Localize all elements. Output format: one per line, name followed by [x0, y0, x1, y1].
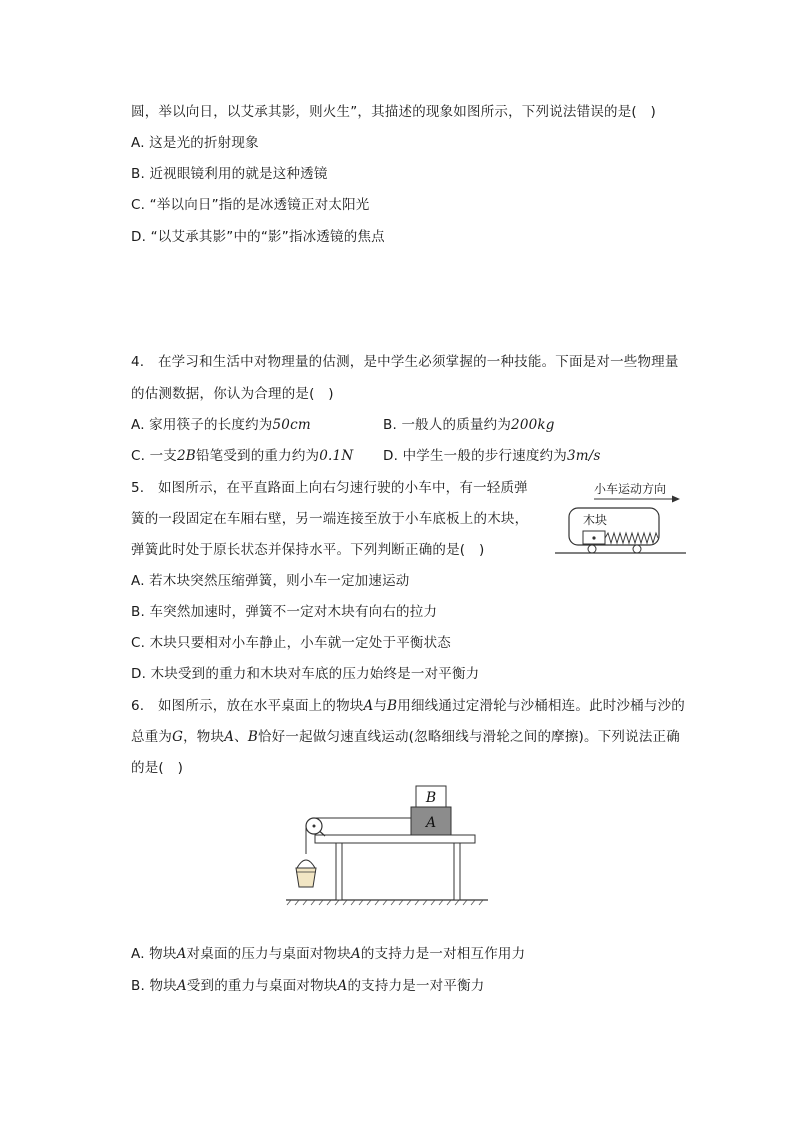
q3-option-d: D. “以艾承其影”中的“影”指冰透镜的焦点	[131, 229, 385, 245]
q5-option-d: D. 木块受到的重力和木块对车底的压力始终是一对平衡力	[131, 666, 480, 682]
bucket-handle	[297, 860, 315, 868]
q6-stem-line3: 的是( )	[131, 760, 184, 776]
table-leg-left	[336, 843, 342, 900]
q5-option-b: B. 车突然加速时，弹簧不一定对木块有向右的拉力	[131, 604, 438, 620]
q5-stem-line2: 簧的一段固定在车厢右壁，另一端连接至放于小车底板上的木块，	[131, 511, 529, 527]
q5-stem-line1: 5. 如图所示，在平直路面上向右匀速行驶的小车中，有一轻质弹	[131, 480, 528, 496]
q4-stem-line2: 的估测数据，你认为合理的是( )	[131, 386, 334, 402]
q6-option-a: A. 物块A对桌面的压力与桌面对物块A的支持力是一对相互作用力	[131, 946, 526, 962]
q6-stem-line2: 总重为G，物块A、B恰好一起做匀速直线运动(忽略细线与滑轮之间的摩擦)。下列说法正确	[131, 729, 680, 745]
spring	[605, 533, 658, 543]
table-leg-right	[454, 843, 460, 900]
q4-stem-line1: 4. 在学习和生活中对物理量的估测，是中学生必须掌握的一种技能。下面是对一些物理量	[131, 354, 679, 370]
q5-stem-line3: 弹簧此时处于原长状态并保持水平。下列判断正确的是( )	[131, 542, 485, 558]
q4-option-d-value: 3m/s	[566, 448, 601, 464]
q4-option-a-value: 50cm	[272, 417, 311, 433]
ground-hatching	[287, 900, 483, 905]
q6-option-b: B. 物块A受到的重力与桌面对物块A的支持力是一对平衡力	[131, 978, 485, 994]
q6-pulley-figure	[283, 784, 493, 909]
block-a-label: A	[425, 815, 437, 831]
q5-option-a: A. 若木块突然压缩弹簧，则小车一定加速运动	[131, 573, 410, 589]
q4-option-c: C. 一支2B铅笔受到的重力约为0.1N	[131, 448, 354, 464]
wheel-right	[633, 545, 641, 553]
car-direction-label: 小车运动方向	[594, 482, 667, 496]
q5-car-figure	[550, 478, 690, 558]
q5-option-c: C. 木块只要相对小车静止，小车就一定处于平衡状态	[131, 635, 452, 651]
q4-option-d: D. 中学生一般的步行速度约为3m/s	[383, 448, 601, 464]
q3-option-b: B. 近视眼镜利用的就是这种透镜	[131, 166, 328, 182]
block-label: 木块	[583, 513, 608, 527]
wheel-left	[588, 545, 596, 553]
table-top	[315, 835, 475, 843]
q4-option-b: B. 一般人的质量约为200kg	[383, 417, 555, 433]
q6-stem-line1: 6. 如图所示，放在水平桌面上的物块A与B用细线通过定滑轮与沙桶相连。此时沙桶与沙的	[131, 698, 685, 714]
q3-stem: 圆，举以向日，以艾承其影，则火生”，其描述的现象如图所示，下列说法错误的是( )	[131, 104, 657, 120]
q4-option-b-value: 200kg	[511, 417, 555, 433]
direction-arrow-icon	[594, 496, 680, 503]
q3-option-a: A. 这是光的折射现象	[131, 135, 259, 151]
block-b-label: B	[425, 790, 437, 806]
sand-bucket	[296, 868, 316, 887]
q4-option-a: A. 家用筷子的长度约为50cm	[131, 417, 311, 433]
q4-option-c-value: 0.1N	[319, 448, 354, 464]
q3-option-c: C. “举以向日”指的是冰透镜正对太阳光	[131, 197, 370, 213]
